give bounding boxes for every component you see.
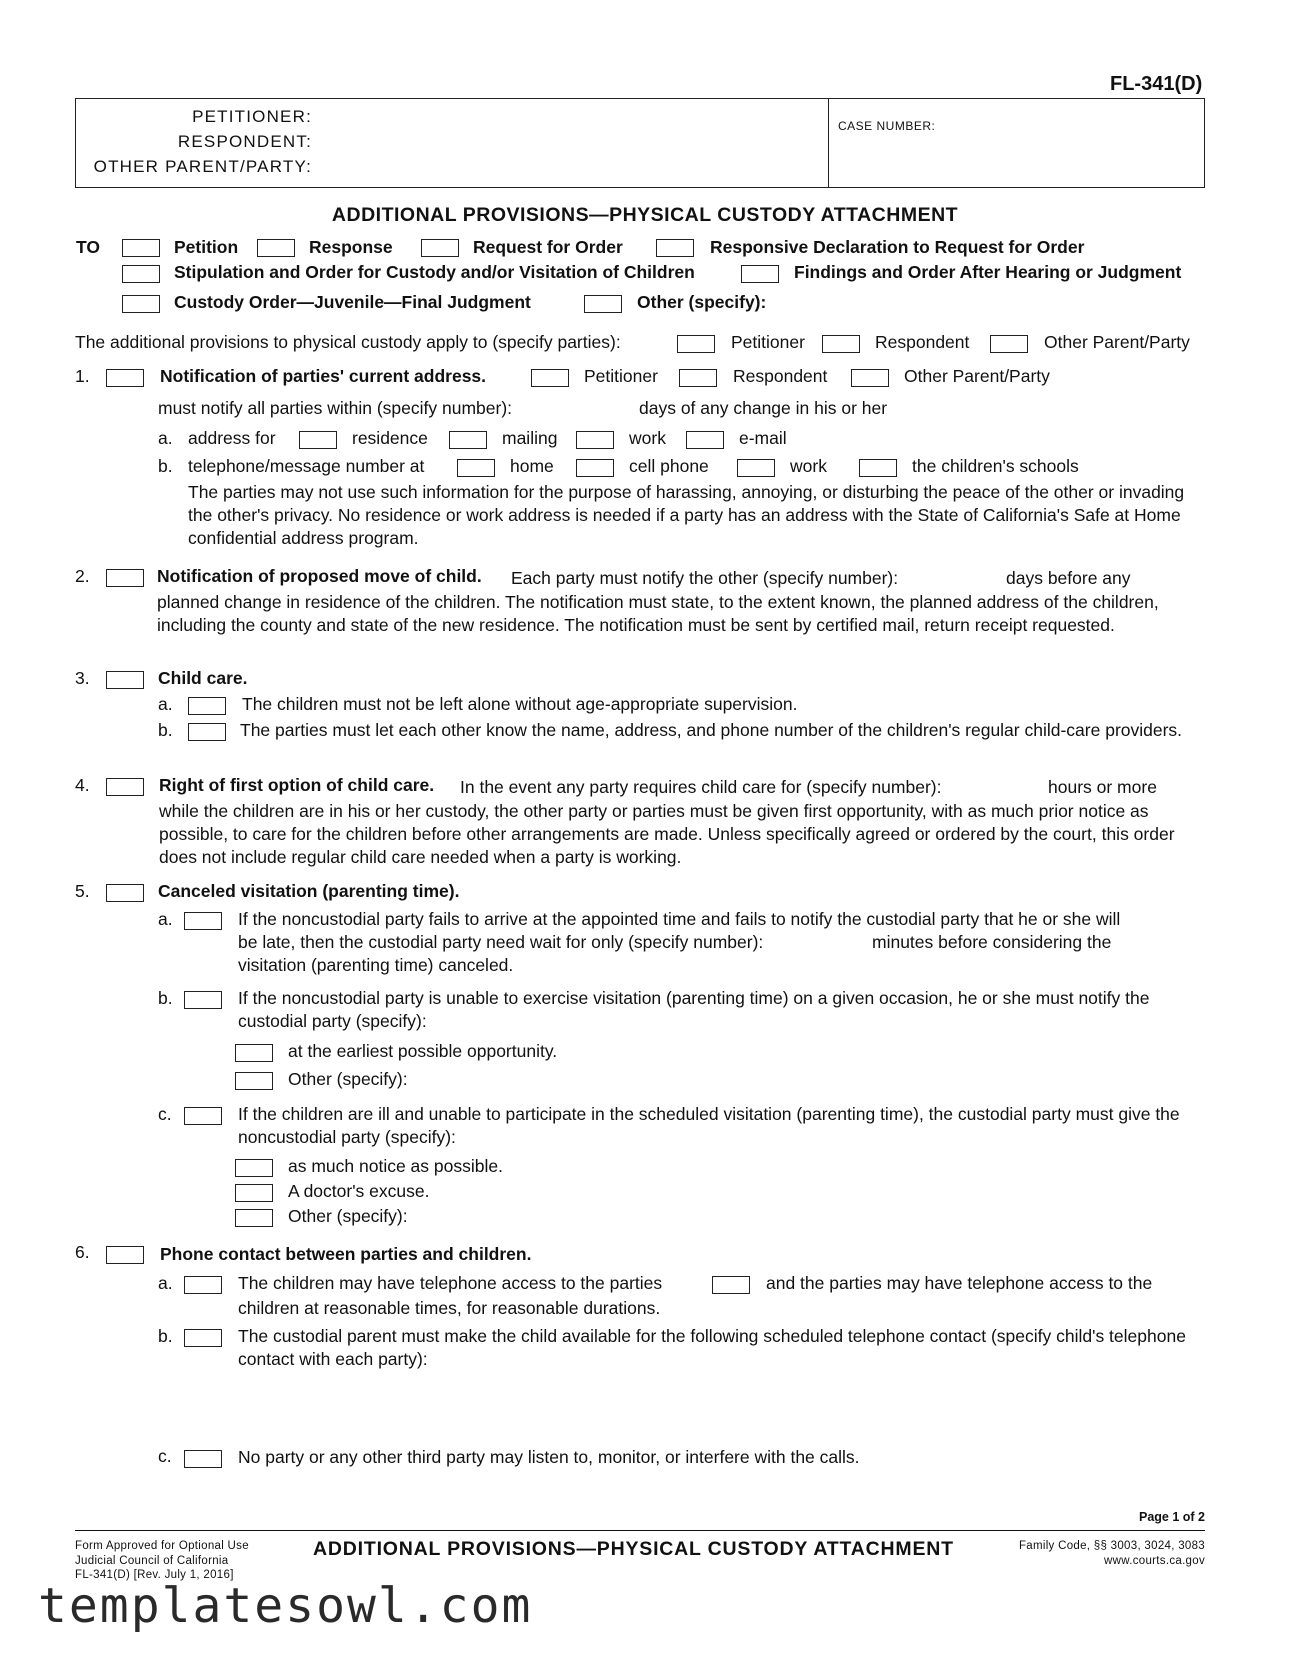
item5b-earliest-checkbox[interactable] [235,1044,273,1062]
item5-number: 5. [75,881,90,901]
phone-schools-label: the children's schools [912,456,1079,476]
item1-must-notify: must notify all parties within (specify number): [158,398,513,418]
item6b-checkbox[interactable] [184,1329,222,1347]
item2-lead: Each party must notify the other (specify number): [511,568,899,588]
item3-b-text: The parties must let each other know the name, address, and phone number of the children's regular child-care providers. [240,720,1183,740]
item5-a-line1: If the noncustodial party fails to arrive at the appointed time and fails to notify the custodial party that he or she will [238,909,1121,929]
item6-b-text: The custodial parent must make the child available for the following scheduled telephone contact (specify child's telephone contact with each party): [238,1326,1186,1369]
footer-right-line1: Family Code, §§ 3003, 3024, 3083 [1018,1540,1205,1552]
response-label: Response [309,237,393,257]
item5-a-label: a. [158,909,173,929]
phone-cell-checkbox[interactable] [576,459,614,477]
item6c-checkbox[interactable] [184,1450,222,1468]
other-specify-checkbox[interactable] [584,295,622,313]
item1-petitioner-checkbox[interactable] [531,369,569,387]
item6-a-line2: children at reasonable times, for reasonable durations. [238,1298,661,1318]
applies-petitioner-label: Petitioner [731,332,805,352]
other-parent-label: OTHER PARENT/PARTY: [93,157,312,176]
item5-b-text: If the noncustodial party is unable to exercise visitation (parenting time) on a given occasion, he or she must notify the custodial party (specify): [238,988,1150,1031]
petition-label: Petition [174,237,239,257]
phone-schools-checkbox[interactable] [859,459,897,477]
item2-title: Notification of proposed move of child. [157,566,482,586]
item3-title: Child care. [158,668,248,688]
petition-checkbox[interactable] [122,239,160,257]
item3-number: 3. [75,668,90,688]
item6-a-part2: and the parties may have telephone access to the [766,1273,1153,1293]
applies-petitioner-checkbox[interactable] [677,335,715,353]
address-mailing-label: mailing [502,428,558,448]
footer-right-line2: www.courts.ca.gov [1104,1554,1205,1567]
item5-checkbox[interactable] [106,884,144,902]
item5c-checkbox[interactable] [184,1107,222,1125]
footer-rule [75,1530,1205,1531]
item3a-checkbox[interactable] [188,697,226,715]
item1-number: 1. [75,366,90,386]
item2-number: 2. [75,566,90,586]
item3-a-text: The children must not be left alone without age-appropriate supervision. [242,694,798,714]
applies-other-parent-label: Other Parent/Party [1044,332,1190,352]
item2-days-before: days before any [1006,568,1131,588]
response-checkbox[interactable] [257,239,295,257]
to-label: TO [76,237,100,257]
item5-a-line3: visitation (parenting time) canceled. [238,955,514,975]
item1-other-parent-checkbox[interactable] [851,369,889,387]
item3-b-label: b. [158,720,173,740]
address-email-label: e-mail [739,428,787,448]
item5-c-label: c. [158,1104,172,1124]
item1-other-parent-label: Other Parent/Party [904,366,1050,386]
item5-b-label: b. [158,988,173,1008]
item5c-other-checkbox[interactable] [235,1209,273,1227]
request-for-order-label: Request for Order [473,237,623,257]
respondent-label: RESPONDENT: [177,132,312,151]
address-work-label: work [629,428,666,448]
address-residence-checkbox[interactable] [299,431,337,449]
other-specify-label: Other (specify): [637,292,767,312]
item4-hours-more: hours or more [1048,777,1157,797]
responsive-declaration-label: Responsive Declaration to Request for Order [710,237,1085,257]
item5-c-opt1: as much notice as possible. [288,1156,503,1176]
footer-left-line1: Form Approved for Optional Use [75,1540,249,1552]
footer-left [75,1539,249,1583]
item5-a-minutes: minutes before considering the [872,932,1112,952]
item2-checkbox[interactable] [106,569,144,587]
item6-a-label: a. [158,1273,173,1293]
applies-to-text: The additional provisions to physical custody apply to (specify parties): [75,332,621,352]
item5b-other-checkbox[interactable] [235,1072,273,1090]
phone-work-checkbox[interactable] [737,459,775,477]
item1-note: The parties may not use such information for the purpose of harassing, annoying, or disturbing the peace of the other or invading the other's privacy. No residence or work address is needed if a party has an address with the State of California's Safe at Home confidential address program. [188,482,1185,548]
item1-checkbox[interactable] [106,369,144,387]
item5-title: Canceled visitation (parenting time). [158,881,460,901]
item6-c-label: c. [158,1446,172,1466]
address-email-checkbox[interactable] [686,431,724,449]
phone-home-checkbox[interactable] [457,459,495,477]
item1-address-for: address for [188,428,276,448]
request-for-order-checkbox[interactable] [421,239,459,257]
item6-checkbox[interactable] [106,1246,144,1264]
item1-title: Notification of parties' current address. [160,366,487,386]
item5-c-text: If the children are ill and unable to participate in the scheduled visitation (parenting time), the custodial party must give the noncustodial party (specify): [238,1104,1180,1147]
footer-right [1019,1539,1205,1568]
petitioner-label: PETITIONER: [192,107,312,126]
item5a-checkbox[interactable] [184,912,222,930]
address-mailing-checkbox[interactable] [449,431,487,449]
item1-respondent-checkbox[interactable] [679,369,717,387]
phone-home-label: home [510,456,554,476]
applies-respondent-label: Respondent [875,332,970,352]
item6-b-label: b. [158,1326,173,1346]
item5-c-opt2: A doctor's excuse. [288,1181,430,1201]
applies-other-parent-checkbox[interactable] [990,335,1028,353]
item6a-parties-checkbox[interactable] [712,1276,750,1294]
item3b-checkbox[interactable] [188,723,226,741]
footer-left-line3: FL-341(D) [Rev. July 1, 2016] [75,1569,234,1581]
item4-checkbox[interactable] [106,778,144,796]
item1-days-change: days of any change in his or her [639,398,888,418]
item1-telephone-at: telephone/message number at [188,456,425,476]
item6a-checkbox[interactable] [184,1276,222,1294]
page-number: Page 1 of 2 [1139,1510,1205,1524]
item5-b-opt1: at the earliest possible opportunity. [288,1041,558,1061]
custody-order-juvenile-checkbox[interactable] [122,295,160,313]
custody-order-juvenile-label: Custody Order—Juvenile—Final Judgment [174,292,531,312]
item5c-notice-checkbox[interactable] [235,1159,273,1177]
page-title: ADDITIONAL PROVISIONS—PHYSICAL CUSTODY ATTACHMENT [331,204,959,226]
applies-respondent-checkbox[interactable] [822,335,860,353]
phone-cell-label: cell phone [629,456,709,476]
item6-title: Phone contact between parties and children. [160,1244,532,1264]
footer-title: ADDITIONAL PROVISIONS—PHYSICAL CUSTODY ATTACHMENT [313,1538,954,1560]
findings-label: Findings and Order After Hearing or Judgment [794,262,1182,282]
caption-divider [828,98,829,188]
item6-c-text: No party or any other third party may listen to, monitor, or interfere with the calls. [238,1447,860,1467]
item1-respondent-label: Respondent [733,366,828,386]
case-number-label: CASE NUMBER: [838,119,936,133]
item4-rest: while the children are in his or her custody, the other party or parties must be given first opportunity, with as much prior notice as possible, to care for the children before other arrangements are made. Unless specifically agreed or ordered by the court, this order does not include regular child care needed when a party is working. [159,801,1175,867]
item1-a-label: a. [158,428,173,448]
item5c-doctor-checkbox[interactable] [235,1184,273,1202]
watermark: templatesowl.com [38,1578,533,1634]
item2-rest: planned change in residence of the children. The notification must state, to the extent known, the planned address of the children, including the county and state of the new residence. The notification must be sent by certified mail, return receipt requested. [157,592,1159,635]
findings-checkbox[interactable] [741,265,779,283]
address-work-checkbox[interactable] [576,431,614,449]
item4-lead: In the event any party requires child care for (specify number): [460,777,942,797]
item5b-checkbox[interactable] [184,991,222,1009]
item3-a-label: a. [158,694,173,714]
item1-petitioner-label: Petitioner [584,366,658,386]
item3-checkbox[interactable] [106,671,144,689]
responsive-declaration-checkbox[interactable] [656,239,694,257]
item5-c-opt3: Other (specify): [288,1206,408,1226]
item6-number: 6. [75,1242,90,1262]
item5-b-opt2: Other (specify): [288,1069,408,1089]
item4-title: Right of first option of child care. [159,775,435,795]
address-residence-label: residence [352,428,428,448]
item4-number: 4. [75,775,90,795]
item1-b-label: b. [158,456,173,476]
footer-left-line2: Judicial Council of California [75,1554,229,1567]
stipulation-label: Stipulation and Order for Custody and/or Visitation of Children [174,262,695,282]
item6-a-part1: The children may have telephone access to the parties [238,1273,663,1293]
stipulation-checkbox[interactable] [122,265,160,283]
form-id: FL-341(D) [1110,73,1203,95]
item5-a-line2: be late, then the custodial party need wait for only (specify number): [238,932,764,952]
phone-work-label: work [790,456,827,476]
